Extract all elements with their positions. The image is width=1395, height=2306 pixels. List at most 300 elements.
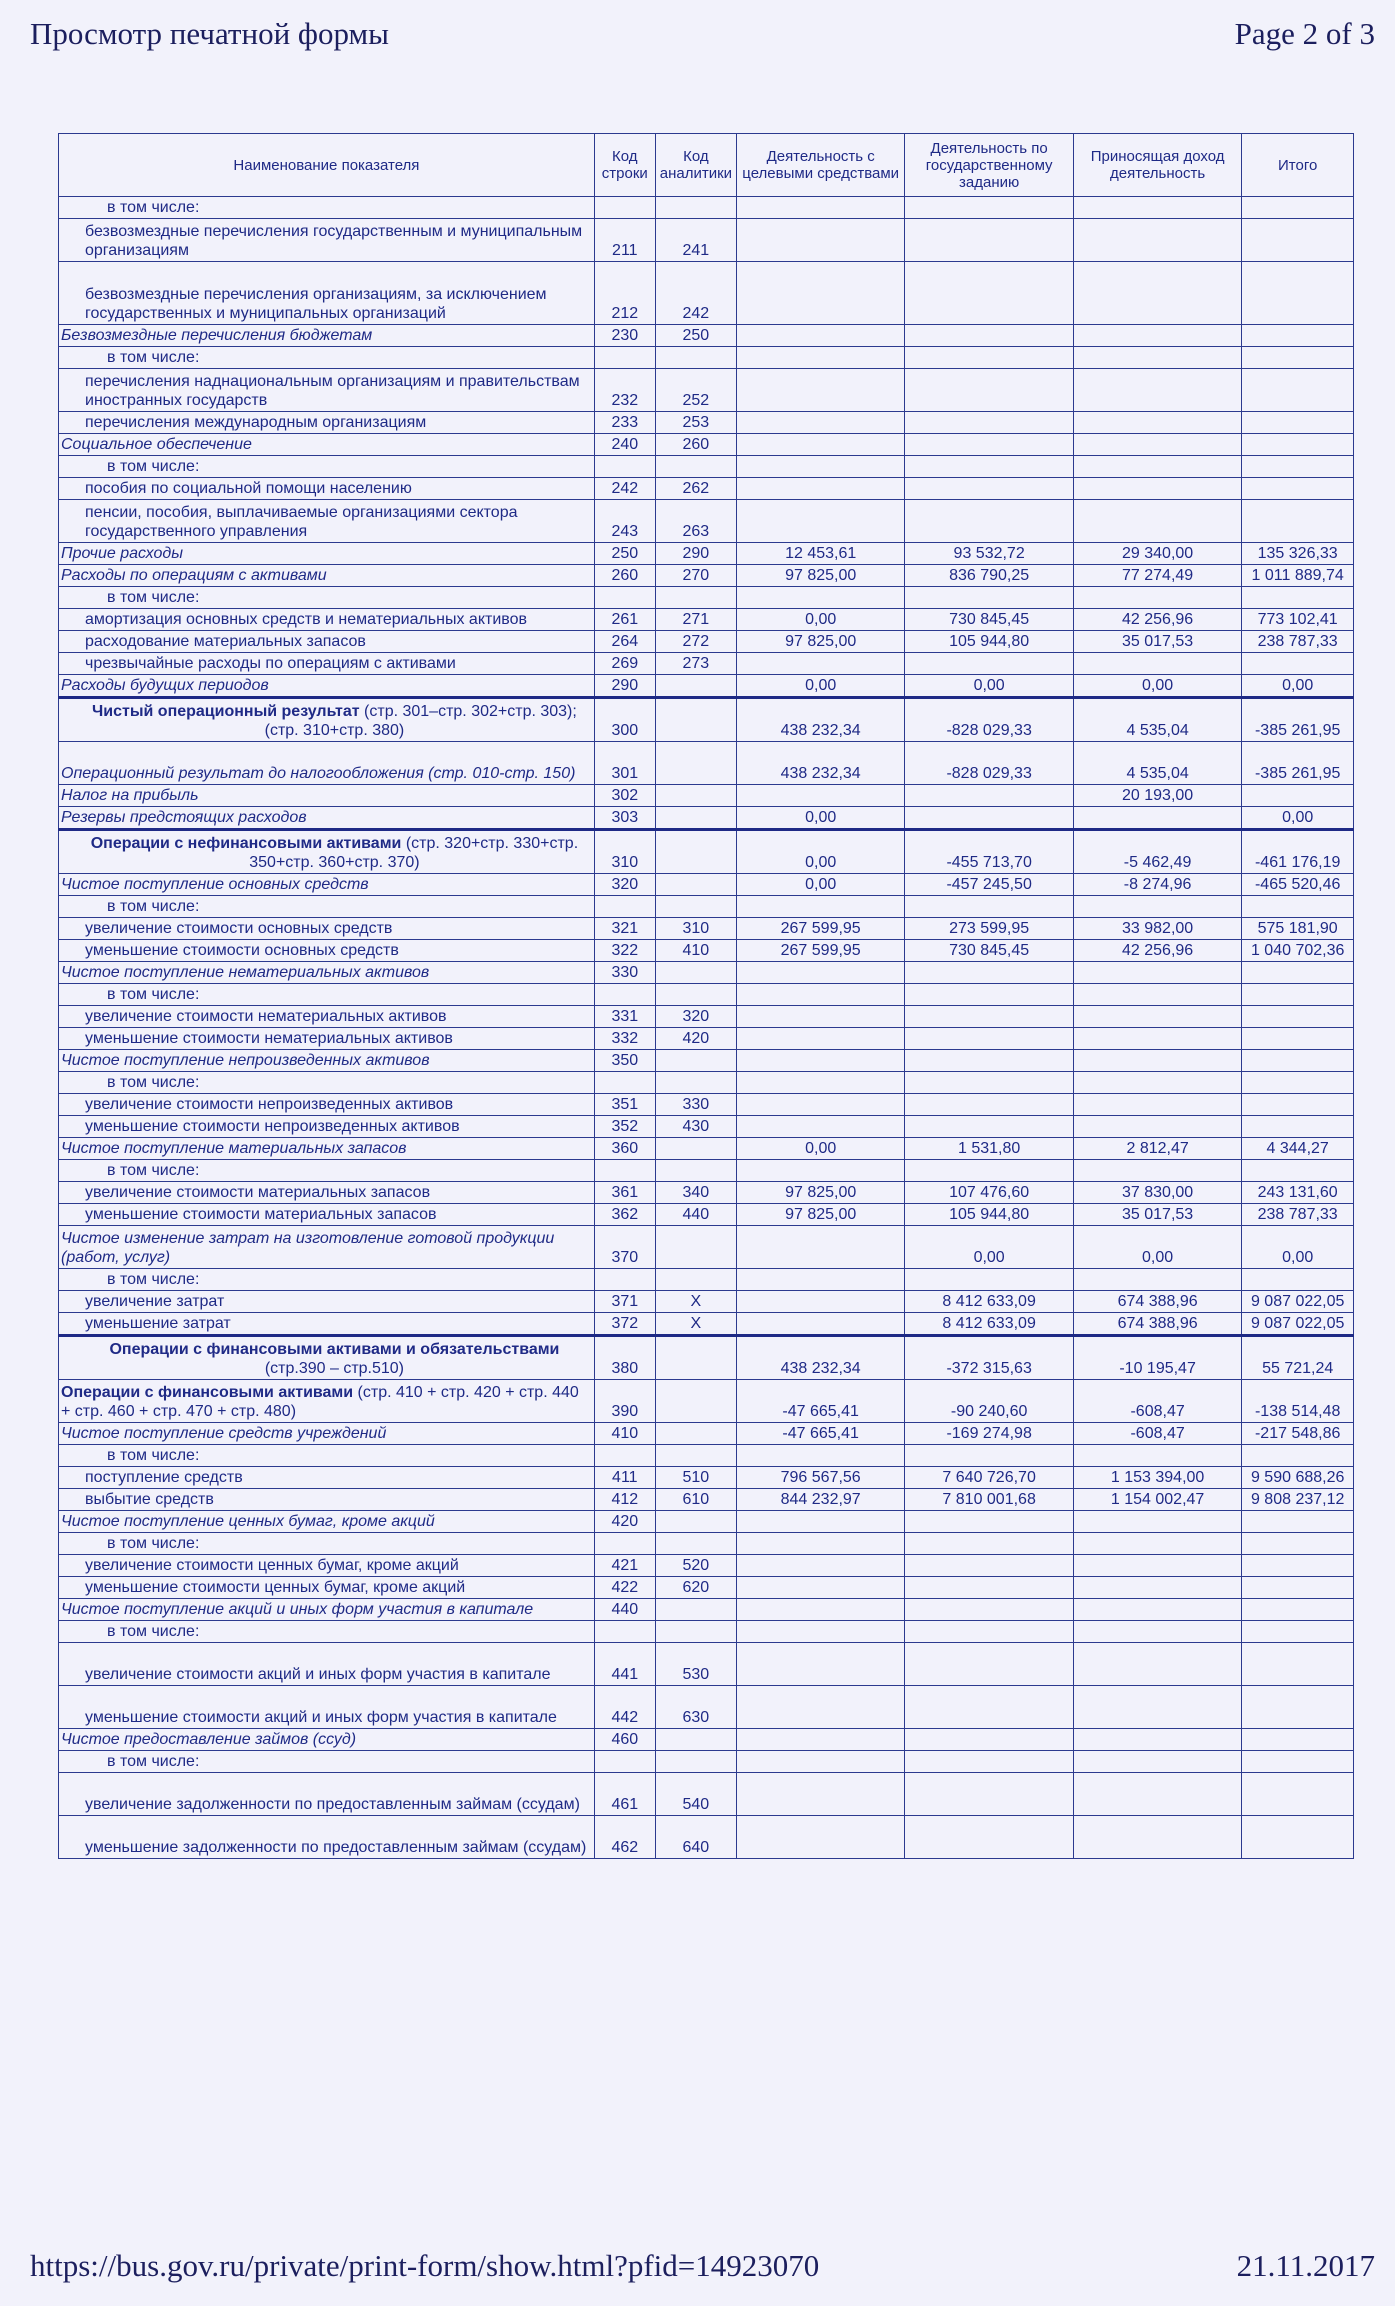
row-analytics: 410 — [655, 940, 736, 962]
row-state-task — [905, 1050, 1073, 1072]
row-income: 674 388,96 — [1073, 1313, 1241, 1336]
row-total — [1242, 896, 1354, 918]
row-state-task: -90 240,60 — [905, 1380, 1073, 1423]
table-row — [59, 1204, 1354, 1226]
row-state-task — [905, 1621, 1073, 1643]
table-row — [59, 1577, 1354, 1599]
row-targeted — [736, 347, 904, 369]
row-analytics: 271 — [655, 609, 736, 631]
row-targeted — [736, 1094, 904, 1116]
row-analytics: X — [655, 1291, 736, 1313]
row-code: 212 — [594, 262, 655, 325]
row-name: уменьшение стоимости акций и иных форм участия в капитале — [59, 1686, 595, 1729]
row-state-task — [905, 1751, 1073, 1773]
col-header-income: Приносящая доход деятельность — [1073, 134, 1241, 197]
row-total: 243 131,60 — [1242, 1182, 1354, 1204]
row-code: 233 — [594, 412, 655, 434]
row-total — [1242, 1686, 1354, 1729]
row-income: -10 195,47 — [1073, 1336, 1241, 1380]
table-row — [59, 1050, 1354, 1072]
row-total — [1242, 587, 1354, 609]
row-analytics — [655, 1511, 736, 1533]
row-name-rest: (стр. 320+стр. 330+стр. 350+стр. 360+стр. 370) — [249, 835, 579, 871]
row-targeted: 844 232,97 — [736, 1489, 904, 1511]
row-total — [1242, 500, 1354, 543]
row-income — [1073, 1028, 1241, 1050]
row-state-task — [905, 434, 1073, 456]
row-income — [1073, 984, 1241, 1006]
row-income — [1073, 456, 1241, 478]
row-income: 0,00 — [1073, 675, 1241, 698]
row-code: 360 — [594, 1138, 655, 1160]
row-name: выбытие средств — [59, 1489, 595, 1511]
row-analytics — [655, 742, 736, 785]
row-name: Чистое поступление нематериальных активов — [59, 962, 595, 984]
row-name: безвозмездные перечисления государственным и муниципальным организациям — [59, 219, 595, 262]
row-analytics — [655, 1160, 736, 1182]
row-analytics: 310 — [655, 918, 736, 940]
row-name: в том числе: — [59, 347, 595, 369]
table-row — [59, 874, 1354, 896]
row-total — [1242, 262, 1354, 325]
table-row — [59, 742, 1354, 785]
row-state-task — [905, 347, 1073, 369]
footer-date: 21.11.2017 — [1236, 2248, 1375, 2283]
row-income: 2 812,47 — [1073, 1138, 1241, 1160]
row-targeted: 0,00 — [736, 830, 904, 874]
row-income — [1073, 262, 1241, 325]
row-name: увеличение стоимости материальных запасов — [59, 1182, 595, 1204]
row-name: Социальное обеспечение — [59, 434, 595, 456]
row-name: в том числе: — [59, 1269, 595, 1291]
row-analytics — [655, 197, 736, 219]
row-analytics: 430 — [655, 1116, 736, 1138]
row-name: уменьшение стоимости ценных бумаг, кроме акций — [59, 1577, 595, 1599]
row-code: 420 — [594, 1511, 655, 1533]
row-income — [1073, 1577, 1241, 1599]
row-total: 575 181,90 — [1242, 918, 1354, 940]
row-total: -217 548,86 — [1242, 1423, 1354, 1445]
table-row — [59, 1072, 1354, 1094]
row-targeted — [736, 1116, 904, 1138]
row-total: -385 261,95 — [1242, 698, 1354, 742]
row-income — [1073, 412, 1241, 434]
row-name: в том числе: — [59, 456, 595, 478]
row-code: 321 — [594, 918, 655, 940]
row-targeted — [736, 434, 904, 456]
row-total: -385 261,95 — [1242, 742, 1354, 785]
row-total — [1242, 1555, 1354, 1577]
table-row — [59, 325, 1354, 347]
row-targeted — [736, 984, 904, 1006]
row-name: расходование материальных запасов — [59, 631, 595, 653]
table-row — [59, 962, 1354, 984]
row-targeted — [736, 369, 904, 412]
table-row — [59, 369, 1354, 412]
table-row — [59, 500, 1354, 543]
row-income: 29 340,00 — [1073, 543, 1241, 565]
table-row — [59, 1467, 1354, 1489]
row-code: 372 — [594, 1313, 655, 1336]
row-targeted — [736, 587, 904, 609]
row-code: 322 — [594, 940, 655, 962]
row-state-task — [905, 1577, 1073, 1599]
row-total — [1242, 1050, 1354, 1072]
table-body — [59, 197, 1354, 1859]
row-total — [1242, 434, 1354, 456]
row-analytics: 270 — [655, 565, 736, 587]
row-state-task — [905, 1533, 1073, 1555]
row-targeted — [736, 197, 904, 219]
table-row — [59, 434, 1354, 456]
table-row — [59, 1599, 1354, 1621]
row-name: в том числе: — [59, 1751, 595, 1773]
row-name-bold: Операции с финансовыми активами и обязательствами — [109, 1341, 560, 1358]
row-targeted — [736, 1621, 904, 1643]
table-row — [59, 543, 1354, 565]
row-code — [594, 1160, 655, 1182]
row-income: 35 017,53 — [1073, 1204, 1241, 1226]
row-total: 238 787,33 — [1242, 1204, 1354, 1226]
row-analytics: 540 — [655, 1773, 736, 1816]
row-name: Чистое изменение затрат на изготовление готовой продукции (работ, услуг) — [59, 1226, 595, 1269]
table-row — [59, 698, 1354, 742]
table-row — [59, 1686, 1354, 1729]
row-state-task — [905, 197, 1073, 219]
row-total: 0,00 — [1242, 675, 1354, 698]
row-analytics: 252 — [655, 369, 736, 412]
row-targeted — [736, 896, 904, 918]
row-name: амортизация основных средств и нематериальных активов — [59, 609, 595, 631]
row-name: уменьшение стоимости непроизведенных активов — [59, 1116, 595, 1138]
row-targeted: 97 825,00 — [736, 631, 904, 653]
row-analytics — [655, 1072, 736, 1094]
row-income: -5 462,49 — [1073, 830, 1241, 874]
row-income: 1 154 002,47 — [1073, 1489, 1241, 1511]
row-name: уменьшение задолженности по предоставленным займам (ссудам) — [59, 1816, 595, 1859]
row-state-task — [905, 1643, 1073, 1686]
row-name: Расходы будущих периодов — [59, 675, 595, 698]
row-total — [1242, 1511, 1354, 1533]
table-row — [59, 1511, 1354, 1533]
row-code: 250 — [594, 543, 655, 565]
row-state-task — [905, 219, 1073, 262]
row-income — [1073, 500, 1241, 543]
row-analytics — [655, 830, 736, 874]
row-total — [1242, 1577, 1354, 1599]
row-name: увеличение задолженности по предоставленным займам (ссудам) — [59, 1773, 595, 1816]
row-code — [594, 1751, 655, 1773]
row-name: пособия по социальной помощи населению — [59, 478, 595, 500]
row-state-task — [905, 896, 1073, 918]
row-name: Чистое поступление непроизведенных активов — [59, 1050, 595, 1072]
row-targeted — [736, 1555, 904, 1577]
row-targeted: 97 825,00 — [736, 1204, 904, 1226]
row-total — [1242, 1269, 1354, 1291]
row-code: 461 — [594, 1773, 655, 1816]
row-targeted — [736, 219, 904, 262]
row-total — [1242, 325, 1354, 347]
row-income — [1073, 325, 1241, 347]
row-name: поступление средств — [59, 1467, 595, 1489]
table-row — [59, 1160, 1354, 1182]
row-name: увеличение стоимости основных средств — [59, 918, 595, 940]
row-targeted — [736, 1313, 904, 1336]
row-targeted — [736, 1599, 904, 1621]
row-analytics: 262 — [655, 478, 736, 500]
table-row — [59, 1006, 1354, 1028]
row-analytics — [655, 675, 736, 698]
row-total: 55 721,24 — [1242, 1336, 1354, 1380]
table-row — [59, 918, 1354, 940]
table-row — [59, 1751, 1354, 1773]
row-name: перечисления международным организациям — [59, 412, 595, 434]
row-code: 232 — [594, 369, 655, 412]
row-income — [1073, 1816, 1241, 1859]
row-income — [1073, 1511, 1241, 1533]
row-targeted: 267 599,95 — [736, 918, 904, 940]
row-code: 230 — [594, 325, 655, 347]
row-code — [594, 1072, 655, 1094]
row-name: Чистое поступление ценных бумаг, кроме акций — [59, 1511, 595, 1533]
row-code: 261 — [594, 609, 655, 631]
row-state-task — [905, 1729, 1073, 1751]
row-targeted — [736, 1226, 904, 1269]
row-total — [1242, 1072, 1354, 1094]
row-income: 674 388,96 — [1073, 1291, 1241, 1313]
col-header-targeted: Деятельность с целевыми средствами — [736, 134, 904, 197]
row-income — [1073, 478, 1241, 500]
row-analytics: 440 — [655, 1204, 736, 1226]
row-targeted: 0,00 — [736, 675, 904, 698]
row-targeted — [736, 1816, 904, 1859]
row-targeted — [736, 1577, 904, 1599]
table-row — [59, 896, 1354, 918]
row-name: увеличение стоимости акций и иных форм участия в капитале — [59, 1643, 595, 1686]
table-row — [59, 1028, 1354, 1050]
row-state-task: -457 245,50 — [905, 874, 1073, 896]
row-total — [1242, 1729, 1354, 1751]
table-row — [59, 1729, 1354, 1751]
row-code: 350 — [594, 1050, 655, 1072]
row-total — [1242, 785, 1354, 807]
row-analytics — [655, 896, 736, 918]
row-income — [1073, 1269, 1241, 1291]
table-row — [59, 653, 1354, 675]
row-state-task — [905, 1094, 1073, 1116]
row-total: -465 520,46 — [1242, 874, 1354, 896]
row-code: 440 — [594, 1599, 655, 1621]
row-targeted — [736, 1751, 904, 1773]
row-income: -608,47 — [1073, 1380, 1241, 1423]
table-row — [59, 1226, 1354, 1269]
row-income — [1073, 1729, 1241, 1751]
row-state-task — [905, 1555, 1073, 1577]
row-state-task: -372 315,63 — [905, 1336, 1073, 1380]
row-state-task — [905, 1116, 1073, 1138]
row-analytics: 520 — [655, 1555, 736, 1577]
row-targeted: 267 599,95 — [736, 940, 904, 962]
row-name-bold: Чистый операционный результат — [92, 703, 360, 720]
table-row — [59, 1423, 1354, 1445]
row-total — [1242, 1751, 1354, 1773]
report-table — [58, 133, 1354, 1859]
row-state-task — [905, 478, 1073, 500]
table-row — [59, 1773, 1354, 1816]
row-name: Чистое поступление материальных запасов — [59, 1138, 595, 1160]
row-state-task: -169 274,98 — [905, 1423, 1073, 1445]
row-targeted — [736, 1291, 904, 1313]
row-analytics: 610 — [655, 1489, 736, 1511]
row-name: Резервы предстоящих расходов — [59, 807, 595, 830]
row-total — [1242, 456, 1354, 478]
row-income — [1073, 1599, 1241, 1621]
table-row — [59, 1533, 1354, 1555]
row-total — [1242, 1445, 1354, 1467]
row-code: 310 — [594, 830, 655, 874]
row-targeted: 97 825,00 — [736, 1182, 904, 1204]
row-state-task — [905, 1773, 1073, 1816]
row-total — [1242, 1116, 1354, 1138]
row-targeted: 97 825,00 — [736, 565, 904, 587]
row-total — [1242, 1094, 1354, 1116]
row-state-task — [905, 1160, 1073, 1182]
row-analytics — [655, 1226, 736, 1269]
row-analytics — [655, 1533, 736, 1555]
row-name: Чистое поступление средств учреждений — [59, 1423, 595, 1445]
row-code: 352 — [594, 1116, 655, 1138]
row-total — [1242, 984, 1354, 1006]
row-code — [594, 1621, 655, 1643]
row-income: 37 830,00 — [1073, 1182, 1241, 1204]
row-name: Безвозмездные перечисления бюджетам — [59, 325, 595, 347]
row-code: 410 — [594, 1423, 655, 1445]
row-state-task — [905, 587, 1073, 609]
table-row — [59, 1138, 1354, 1160]
row-code: 442 — [594, 1686, 655, 1729]
table-row — [59, 1816, 1354, 1859]
row-income: 1 153 394,00 — [1073, 1467, 1241, 1489]
row-name: уменьшение стоимости нематериальных активов — [59, 1028, 595, 1050]
row-targeted — [736, 1729, 904, 1751]
row-targeted: 0,00 — [736, 609, 904, 631]
row-code: 411 — [594, 1467, 655, 1489]
row-name: увеличение стоимости нематериальных активов — [59, 1006, 595, 1028]
table-row — [59, 1269, 1354, 1291]
row-income — [1073, 347, 1241, 369]
row-name: в том числе: — [59, 1621, 595, 1643]
row-income — [1073, 434, 1241, 456]
row-name: в том числе: — [59, 896, 595, 918]
row-name: увеличение затрат — [59, 1291, 595, 1313]
row-name-bold: Операции с финансовыми активами — [61, 1384, 354, 1401]
row-name: Чистое предоставление займов (ссуд) — [59, 1729, 595, 1751]
row-total — [1242, 653, 1354, 675]
row-state-task — [905, 412, 1073, 434]
row-targeted — [736, 1006, 904, 1028]
row-targeted — [736, 1773, 904, 1816]
row-income: 42 256,96 — [1073, 940, 1241, 962]
row-targeted — [736, 412, 904, 434]
row-code: 269 — [594, 653, 655, 675]
row-state-task — [905, 1072, 1073, 1094]
row-analytics — [655, 785, 736, 807]
row-targeted — [736, 1643, 904, 1686]
row-targeted — [736, 1160, 904, 1182]
row-analytics — [655, 456, 736, 478]
row-name: Расходы по операциям с активами — [59, 565, 595, 587]
row-state-task — [905, 262, 1073, 325]
row-state-task: 107 476,60 — [905, 1182, 1073, 1204]
row-name: увеличение стоимости непроизведенных активов — [59, 1094, 595, 1116]
row-state-task — [905, 1269, 1073, 1291]
row-code: 361 — [594, 1182, 655, 1204]
table-row — [59, 478, 1354, 500]
row-targeted — [736, 785, 904, 807]
row-name: Налог на прибыль — [59, 785, 595, 807]
table-row — [59, 675, 1354, 698]
col-header-code: Код строки — [594, 134, 655, 197]
row-analytics: 330 — [655, 1094, 736, 1116]
row-total: 9 087 022,05 — [1242, 1291, 1354, 1313]
row-name-rest: (стр. 301–стр. 302+стр. 303); (стр. 310+стр. 380) — [264, 703, 577, 739]
row-name — [59, 830, 595, 874]
row-income: 4 535,04 — [1073, 698, 1241, 742]
row-total — [1242, 1773, 1354, 1816]
row-income: 77 274,49 — [1073, 565, 1241, 587]
row-state-task: 7 640 726,70 — [905, 1467, 1073, 1489]
col-header-name: Наименование показателя — [59, 134, 595, 197]
row-name-bold: Операции с нефинансовыми активами — [90, 835, 402, 852]
row-code: 264 — [594, 631, 655, 653]
row-state-task: 105 944,80 — [905, 631, 1073, 653]
table-row — [59, 1445, 1354, 1467]
table-row — [59, 1380, 1354, 1423]
row-name: в том числе: — [59, 1072, 595, 1094]
row-total — [1242, 197, 1354, 219]
row-analytics: 250 — [655, 325, 736, 347]
row-name — [59, 1336, 595, 1380]
row-code: 331 — [594, 1006, 655, 1028]
row-state-task: 7 810 001,68 — [905, 1489, 1073, 1511]
col-header-total: Итого — [1242, 134, 1354, 197]
row-code: 351 — [594, 1094, 655, 1116]
row-targeted: 796 567,56 — [736, 1467, 904, 1489]
row-total — [1242, 1533, 1354, 1555]
page-title: Просмотр печатной формы — [30, 16, 389, 51]
row-analytics — [655, 587, 736, 609]
row-analytics — [655, 874, 736, 896]
row-state-task — [905, 1816, 1073, 1859]
row-targeted — [736, 500, 904, 543]
row-total — [1242, 1816, 1354, 1859]
row-name: пенсии, пособия, выплачиваемые организациями сектора государственного управления — [59, 500, 595, 543]
row-code — [594, 197, 655, 219]
table-row — [59, 830, 1354, 874]
row-income — [1073, 807, 1241, 830]
row-analytics: 260 — [655, 434, 736, 456]
row-analytics — [655, 1621, 736, 1643]
row-targeted — [736, 962, 904, 984]
row-targeted: 12 453,61 — [736, 543, 904, 565]
row-income — [1073, 1072, 1241, 1094]
row-total — [1242, 1160, 1354, 1182]
row-code: 462 — [594, 1816, 655, 1859]
row-state-task — [905, 807, 1073, 830]
row-code: 243 — [594, 500, 655, 543]
row-name: в том числе: — [59, 1445, 595, 1467]
row-state-task — [905, 785, 1073, 807]
